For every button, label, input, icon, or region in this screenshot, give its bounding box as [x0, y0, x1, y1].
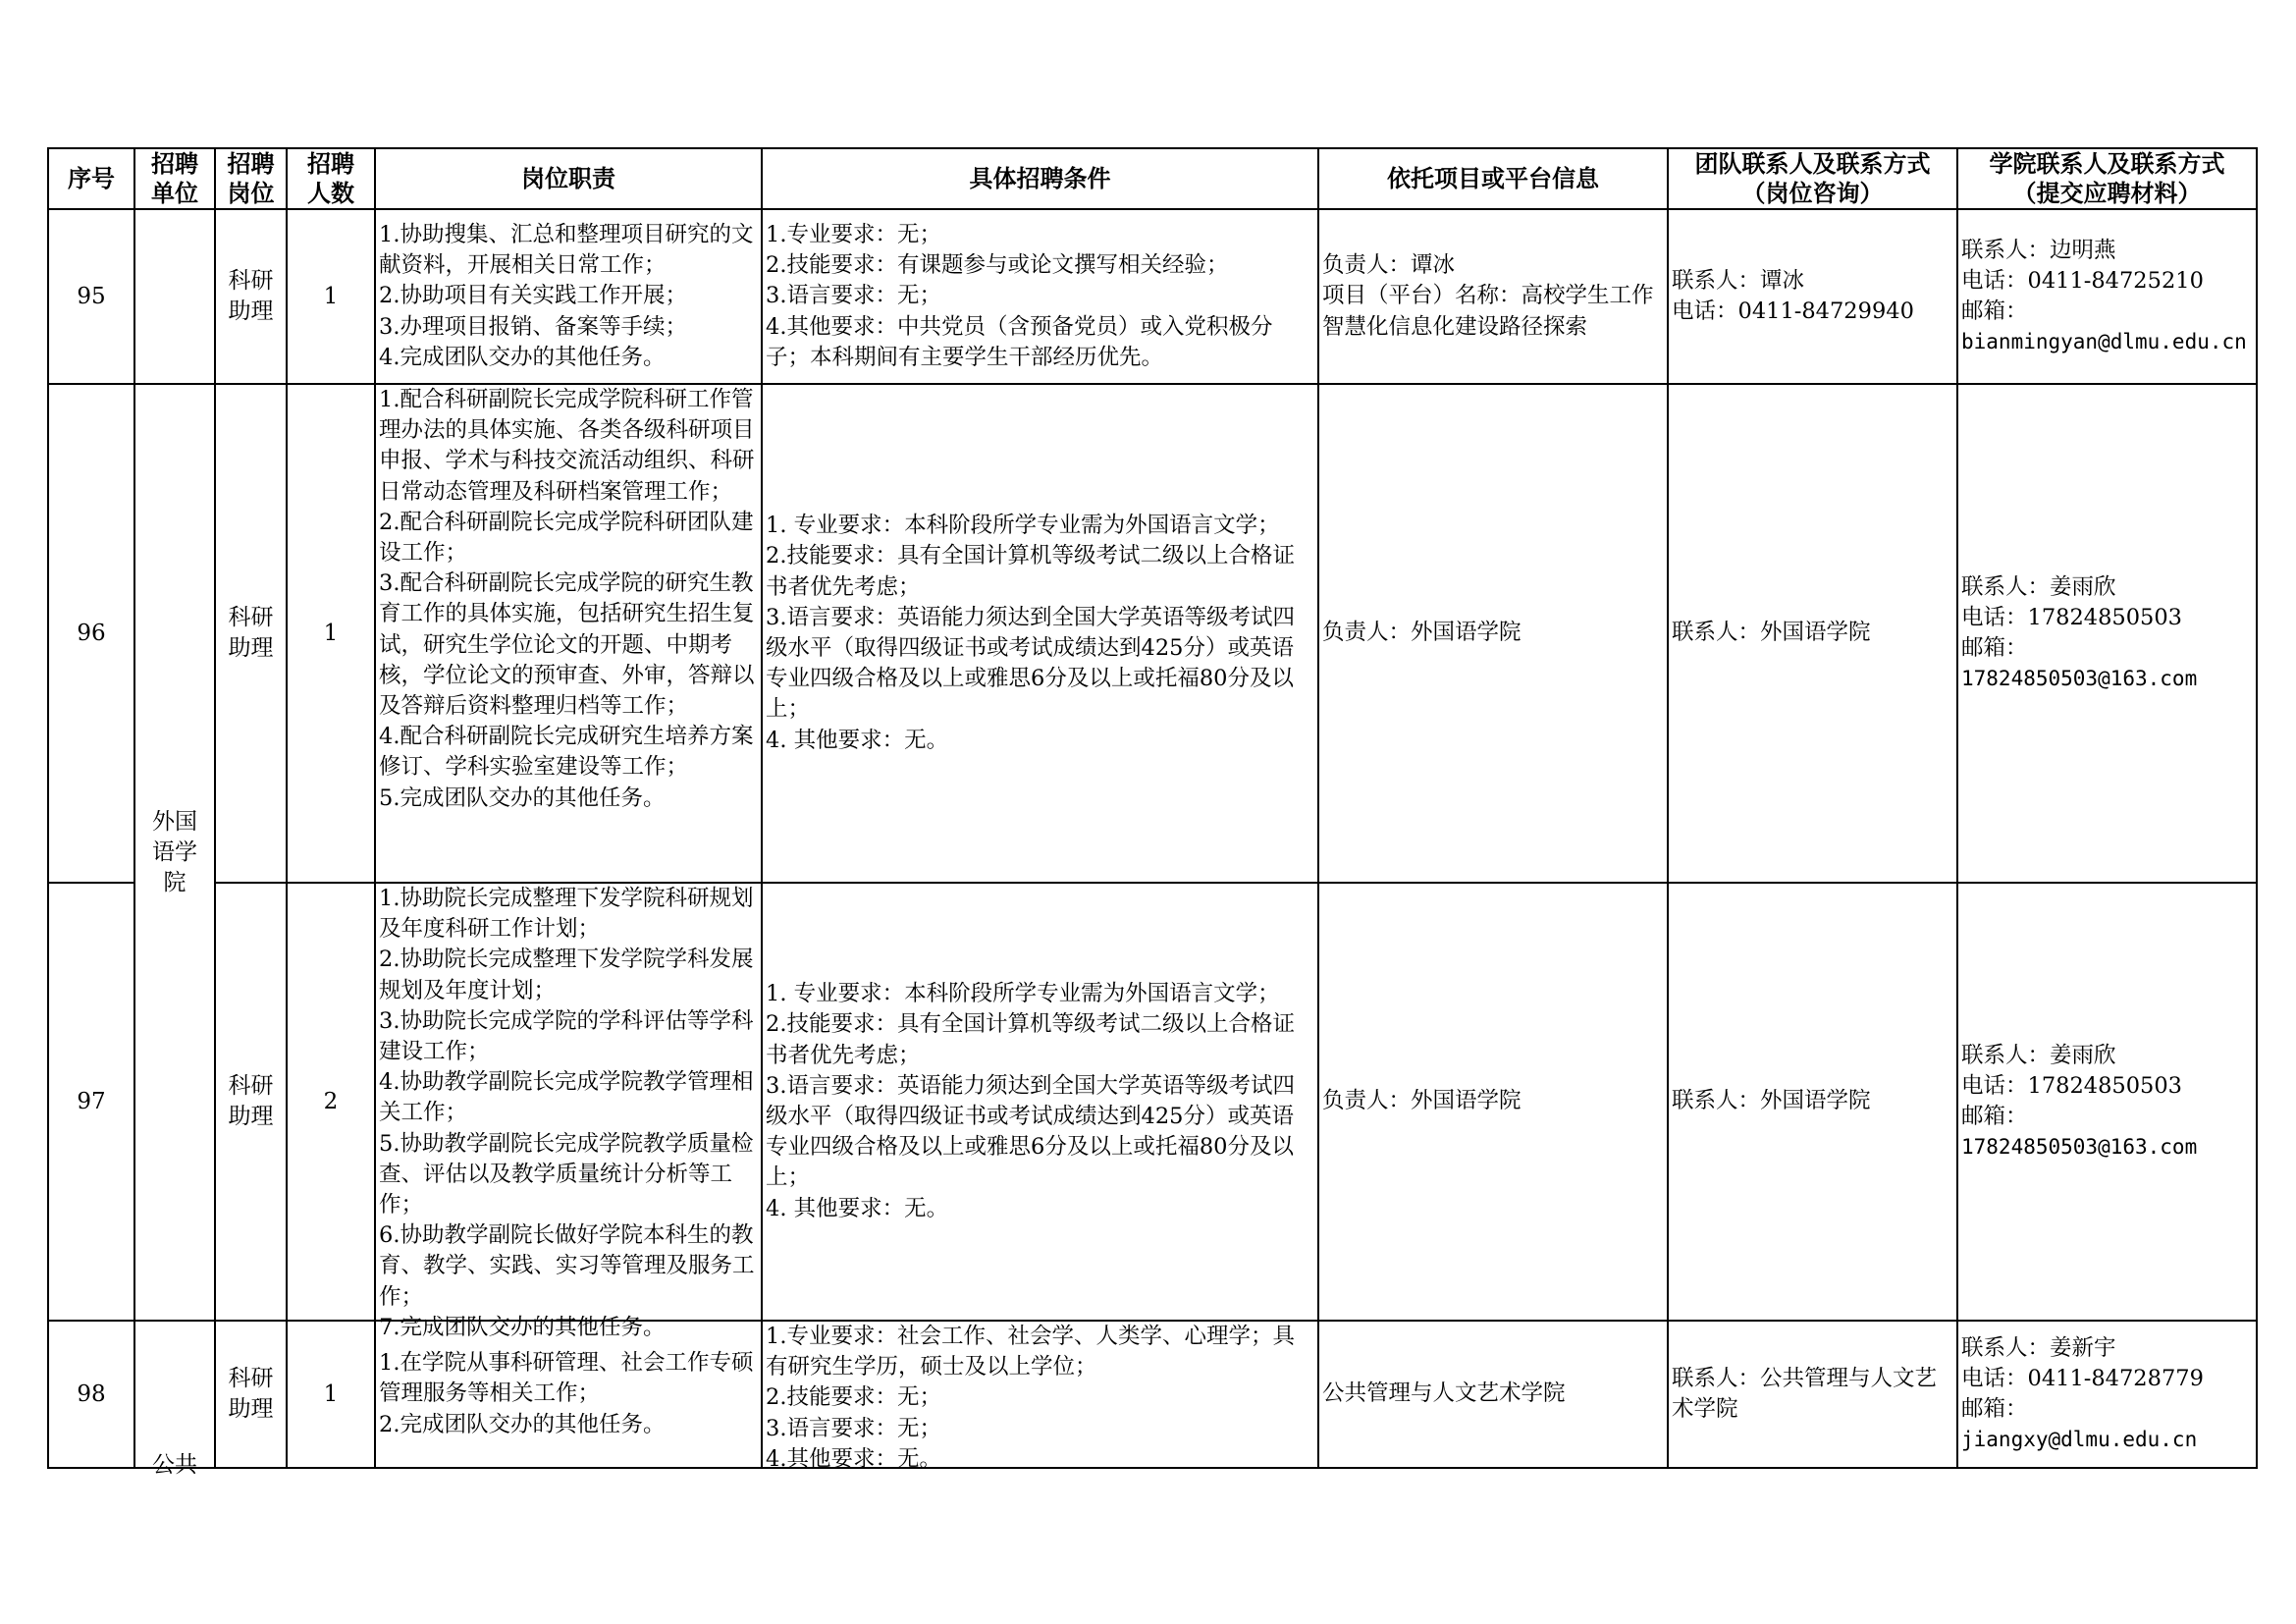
team-contact-cell: 联系人：公共管理与人文艺术学院 — [1668, 1321, 1957, 1468]
seq-cell: 97 — [48, 883, 134, 1321]
post-cell: 科研 助理 — [215, 384, 287, 883]
seq-cell: 96 — [48, 384, 134, 883]
header-team-contact: 团队联系人及联系方式 （岗位咨询） — [1668, 148, 1957, 209]
post-cell: 科研 助理 — [215, 209, 287, 384]
seq-cell: 95 — [48, 209, 134, 384]
team-contact-cell: 联系人：外国语学院 — [1668, 883, 1957, 1321]
count-cell: 1 — [287, 1321, 375, 1468]
team-contact-cell: 联系人：外国语学院 — [1668, 384, 1957, 883]
college-contact-cell: 联系人：姜雨欣 电话：17824850503 邮箱： 17824850503@163.com — [1957, 883, 2257, 1321]
college-contact-cell: 联系人：姜新宇 电话：0411-84728779 邮箱： jiangxy@dlmu.edu.cn — [1957, 1321, 2257, 1468]
unit-label-public: 公共 — [152, 1452, 197, 1478]
header-unit: 招聘 单位 — [134, 148, 215, 209]
header-post: 招聘 岗位 — [215, 148, 287, 209]
table-row — [48, 209, 2257, 384]
header-count: 招聘 人数 — [287, 148, 375, 209]
post-cell: 科研 助理 — [215, 883, 287, 1321]
count-cell: 2 — [287, 883, 375, 1321]
header-college-contact: 学院联系人及联系方式 （提交应聘材料） — [1957, 148, 2257, 209]
platform-cell: 公共管理与人文艺术学院 — [1318, 1321, 1668, 1468]
header-row — [48, 148, 2257, 209]
platform-cell: 负责人：外国语学院 — [1318, 883, 1668, 1321]
team-contact-cell: 联系人：谭冰 电话：0411-84729940 — [1668, 209, 1957, 384]
header-duties: 岗位职责 — [375, 148, 762, 209]
duties-cell: 1.在学院从事科研管理、社会工作专硕管理服务等相关工作； 2.完成团队交办的其他任务。 — [375, 1321, 762, 1468]
unit-cell-empty — [134, 209, 215, 384]
seq-cell: 98 — [48, 1321, 134, 1468]
college-contact-cell: 联系人：姜雨欣 电话：17824850503 邮箱： 17824850503@163.com — [1957, 384, 2257, 883]
header-seq: 序号 — [48, 148, 134, 209]
table-row — [48, 384, 2257, 883]
duties-cell: 1.配合科研副院长完成学院科研工作管理办法的具体实施、各类各级科研项目申报、学术与科技交流活动组织、科研日常动态管理及科研档案管理工作； 2.配合科研副院长完成学院科研团队建设工作； 3.配合科研副院长完成学院的研究生教育工作的具体实施，包括研究生招生复试，研究生学位论文的开题、中期考核，学位论文的预审查、外审，答辩以及答辩后资料整理归档等工作； 4.配合科研副院长完成研究生培养方案修订、学科实验室建设等工作； 5.完成团队交办的其他任务。 — [375, 384, 762, 883]
unit-cell-public — [134, 1321, 215, 1478]
table-row — [48, 883, 2257, 1321]
conditions-cell: 1.专业要求：无； 2.技能要求：有课题参与或论文撰写相关经验； 3.语言要求：无； 4.其他要求：中共党员（含预备党员）或入党积极分子；本科期间有主要学生干部经历优先。 — [762, 209, 1318, 384]
post-cell: 科研 助理 — [215, 1321, 287, 1468]
conditions-cell: 1.专业要求：社会工作、社会学、人类学、心理学；具有研究生学历，硕士及以上学位； 2.技能要求：无； 3.语言要求：无； 4.其他要求：无。 — [762, 1321, 1318, 1468]
header-conditions: 具体招聘条件 — [762, 148, 1318, 209]
unit-cell-foreign-languages: 外国 语学 院 — [134, 384, 215, 1321]
conditions-cell: 1. 专业要求：本科阶段所学专业需为外国语言文学； 2.技能要求：具有全国计算机等级考试二级以上合格证书者优先考虑； 3.语言要求：英语能力须达到全国大学英语等级考试四级水平（取得四级证书或考试成绩达到425分）或英语专业四级合格及以上或雅思6分及以上或托福80分及以上； 4. 其他要求：无。 — [762, 883, 1318, 1321]
college-contact-cell: 联系人：边明燕 电话：0411-84725210 邮箱： bianmingyan@dlmu.edu.cn — [1957, 209, 2257, 384]
conditions-cell: 1. 专业要求：本科阶段所学专业需为外国语言文学； 2.技能要求：具有全国计算机等级考试二级以上合格证书者优先考虑； 3.语言要求：英语能力须达到全国大学英语等级考试四级水平（取得四级证书或考试成绩达到425分）或英语专业四级合格及以上或雅思6分及以上或托福80分及以上； 4. 其他要求：无。 — [762, 384, 1318, 883]
header-platform: 依托项目或平台信息 — [1318, 148, 1668, 209]
recruitment-table — [47, 147, 2258, 1478]
count-cell: 1 — [287, 384, 375, 883]
platform-cell: 负责人：外国语学院 — [1318, 384, 1668, 883]
platform-cell: 负责人：谭冰 项目（平台）名称：高校学生工作智慧化信息化建设路径探索 — [1318, 209, 1668, 384]
duties-cell: 1.协助院长完成整理下发学院科研规划及年度科研工作计划； 2.协助院长完成整理下发学院学科发展规划及年度计划； 3.协助院长完成学院的学科评估等学科建设工作； 4.协助教学副院长完成学院教学管理相关工作； 5.协助教学副院长完成学院教学质量检查、评估以及教学质量统计分析等工作； 6.协助教学副院长做好学院本科生的教育、教学、实践、实习等管理及服务工作； 7.完成团队交办的其他任务。 — [375, 883, 762, 1321]
count-cell: 1 — [287, 209, 375, 384]
duties-cell: 1.协助搜集、汇总和整理项目研究的文献资料，开展相关日常工作； 2.协助项目有关实践工作开展； 3.办理项目报销、备案等手续； 4.完成团队交办的其他任务。 — [375, 209, 762, 384]
